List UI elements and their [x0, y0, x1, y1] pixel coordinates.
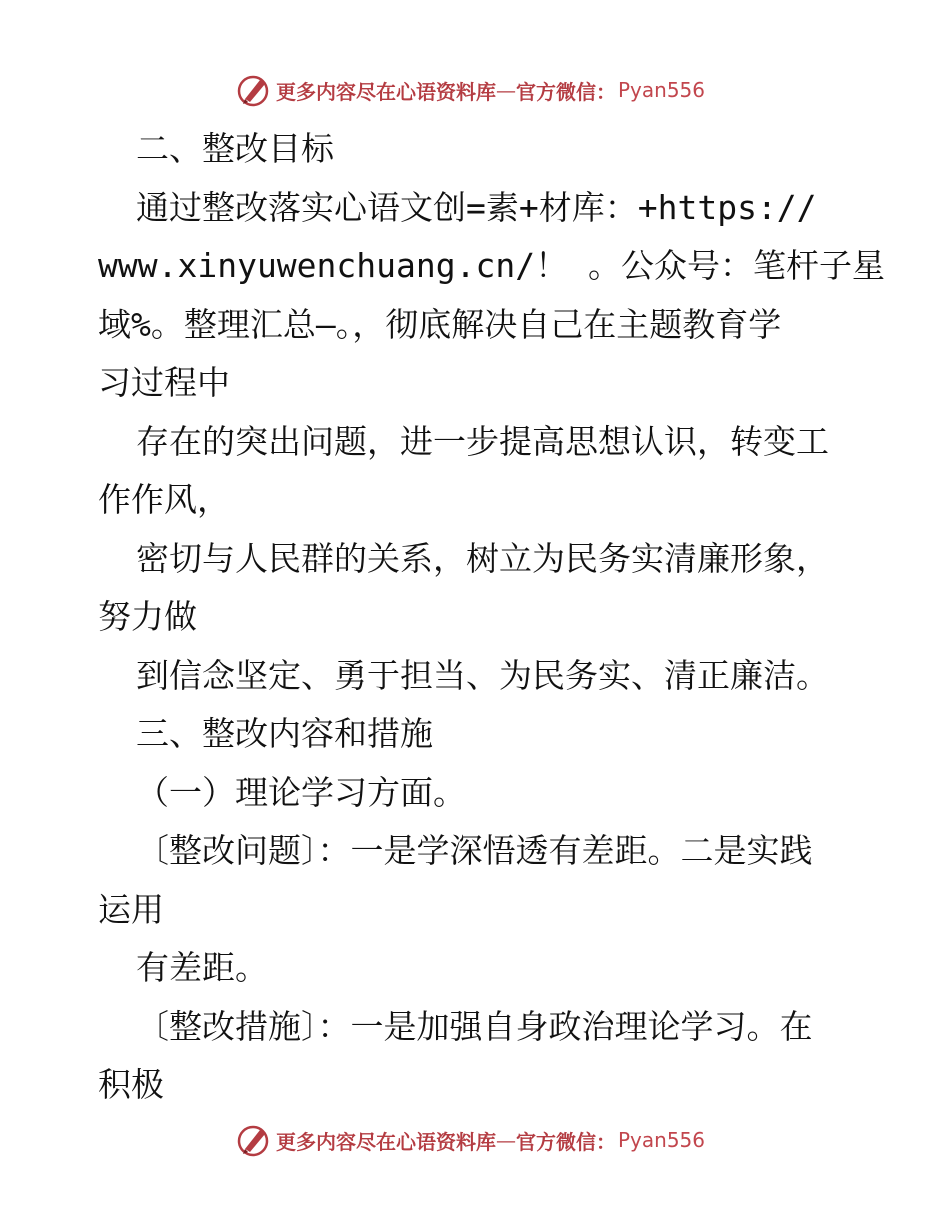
- footer-banner-id: Pyan556: [618, 1128, 706, 1152]
- text-line: 域%。整理汇总—。，彻底解决自己在主题教育学: [98, 304, 782, 344]
- footer-banner-separator: —: [496, 1128, 516, 1152]
- header-banner-id: Pyan556: [618, 78, 706, 102]
- text-line: 〔整改问题〕：一是学深悟透有差距。二是实践: [136, 831, 813, 870]
- header-banner-separator: —: [496, 78, 516, 102]
- text-line: 作作风，: [98, 480, 230, 519]
- text-line: 〔整改措施〕：一是加强自身政治理论学习。在: [136, 1006, 813, 1046]
- pen-circle-logo-icon: [236, 72, 272, 108]
- text-line: 三、整改内容和措施: [136, 714, 433, 753]
- text-line: 积极: [98, 1065, 164, 1104]
- footer-banner: [236, 1120, 716, 1160]
- text-line: 二、整改目标: [136, 129, 334, 168]
- footer-banner-main: 更多内容尽在心语资料库: [276, 1129, 496, 1154]
- pen-circle-logo-icon: [236, 1122, 272, 1158]
- header-banner: [236, 70, 716, 110]
- text-line: 密切与人民群的关系，树立为民务实清廉形象，: [136, 538, 829, 578]
- footer-banner-sub: 官方微信：: [516, 1129, 616, 1154]
- text-line: 到信念坚定、勇于担当、为民务实、清正廉洁。: [136, 655, 829, 695]
- header-banner-main: 更多内容尽在心语资料库: [276, 79, 496, 104]
- text-line: （一）理论学习方面。: [136, 772, 466, 812]
- header-banner-sub: 官方微信：: [516, 79, 616, 104]
- text-line: 习过程中: [98, 363, 230, 402]
- text-line: 努力做: [98, 597, 197, 636]
- body-text: [98, 120, 885, 1115]
- text-line: 通过整改落实心语文创=素+材库：+https://: [136, 187, 817, 227]
- text-line: 存在的突出问题，进一步提高思想认识，转变工: [136, 421, 829, 461]
- text-line: 有差距。: [136, 948, 268, 987]
- text-line: www.xinyuwenchuang.cn/！ 。公众号：笔杆子星: [98, 246, 885, 285]
- text-line: 运用: [98, 889, 164, 929]
